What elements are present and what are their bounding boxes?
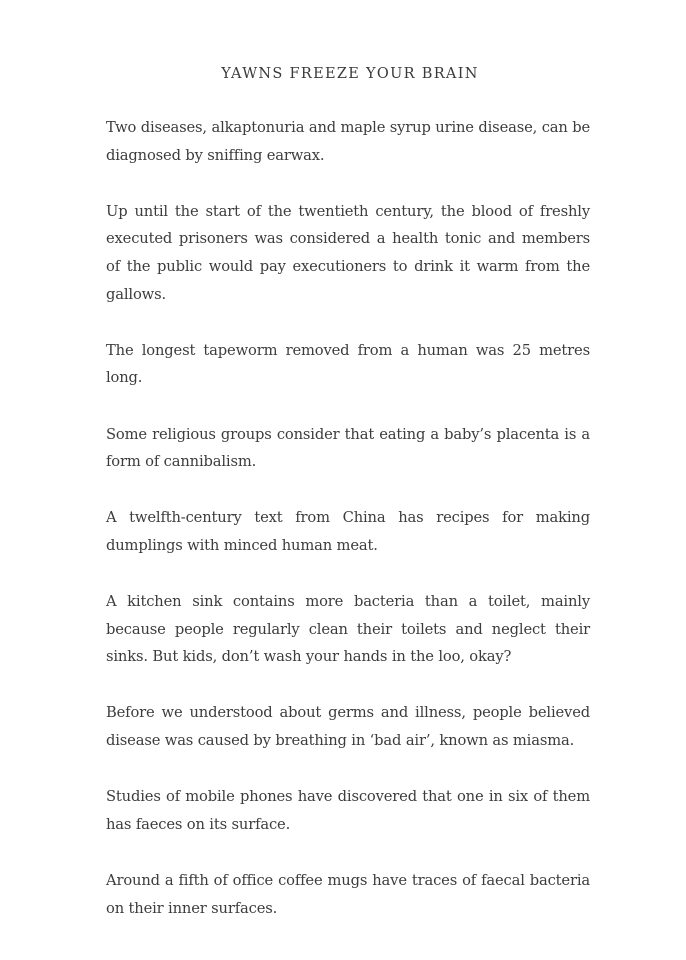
fact-paragraph: A kitchen sink contains more bacteria than a toilet, mainly because people regularly clean their toilets and neglect their sinks. But kids, don’t wash your hands in the loo, okay?	[106, 593, 590, 666]
fact-paragraph: Around a fifth of office coffee mugs have traces of faecal bacteria on their inner surfaces.	[106, 872, 590, 917]
fact-list	[106, 114, 590, 922]
running-head: YAWNS FREEZE YOUR BRAIN	[221, 66, 479, 82]
fact-paragraph: A twelfth-century text from China has recipes for making dumplings with minced human meat.	[106, 509, 590, 554]
fact-paragraph: Up until the start of the twentieth century, the blood of freshly executed prisoners was considered a health tonic and members of the public would pay executioners to drink it warm from the gallows.	[106, 202, 590, 303]
fact-paragraph: Some religious groups consider that eating a baby’s placenta is a form of cannibalism.	[106, 425, 590, 471]
fact-paragraph: Before we understood about germs and illness, people believed disease was caused by breathing in ‘bad air’, known as miasma.	[106, 704, 590, 750]
fact-paragraph: The longest tapeworm removed from a human was 25 metres long.	[106, 341, 590, 387]
fact-paragraph: Studies of mobile phones have discovered that one in six of them has faeces on its surface.	[106, 788, 590, 833]
fact-paragraph: Two diseases, alkaptonuria and maple syrup urine disease, can be diagnosed by sniffing earwax.	[106, 119, 590, 164]
